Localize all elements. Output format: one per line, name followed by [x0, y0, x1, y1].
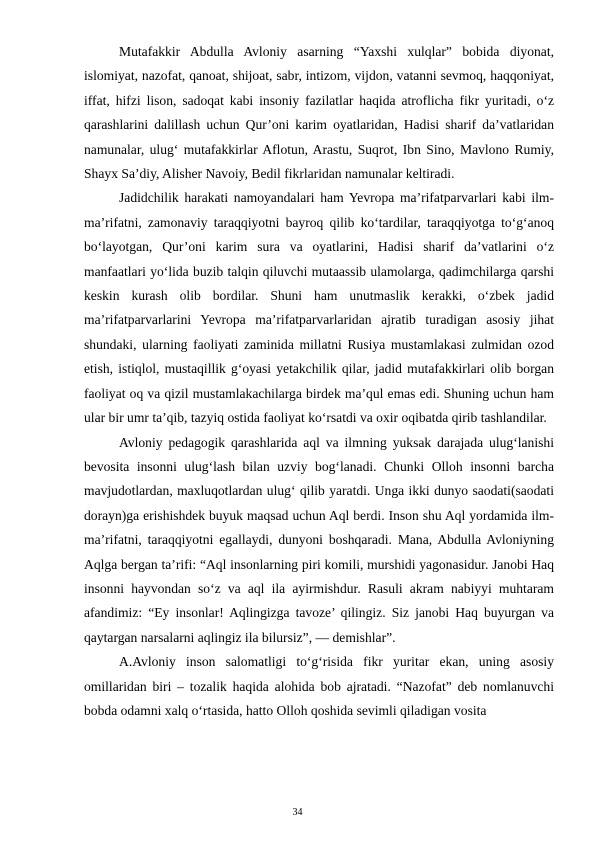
paragraph-3: Avloniy pedagogik qarashlarida aql va ilmning yuksak darajada ulug‘lanishi bevosita insonni ulug‘lash bilan uzviy bog‘lanadi. Chunki Olloh insonni barcha mavjudotlardan, maxluqotlardan ulug‘ qilib yaratdi. Unga ikki dunyo saodati(saodati dorayn)ga erishishdek buyuk maqsad uchun Aql berdi. Inson shu Aql yordamida ilm-ma’rifatni, taraqqiyotni egallaydi, dunyoni boshqaradi. Mana, Abdulla Avloniyning Aqlga bergan ta’rifi: “Aql insonlarning piri komili, murshidi yagonasidur. Janobi Haq insonni hayvondan so‘z va aql ila ayirmishdur. Rasuli akram nabiyyi muhtaram afandimiz: “Ey insonlar! Aqlingizga tavoze’ qilingiz. Siz janobi Haq buyurgan va qaytargan narsalarni aqlingiz ila bilursiz”, — demishlar”. [84, 434, 554, 645]
paragraph-4: A.Avloniy inson salomatligi to‘g‘risida fikr yuritar ekan, uning asosiy omillaridan biri – tozalik haqida alohida bob ajratadi. “Nazofat” deb nomlanuvchi bobda odamni xalq o‘rtasida, hatto Olloh qoshida sevimli qiladigan vosita [84, 654, 554, 718]
paragraph-1: Mutafakkir Abdulla Avloniy asarning “Yaxshi xulqlar” bobida diyonat, islomiyat, nazofat, qanoat, shijoat, sabr, intizom, vijdon, vatanni sevmoq, haqqoniyat, iffat, hifzi lison, sadoqat kabi insoniy fazilatlar haqida atroflicha fikr yuritadi, o‘z qarashlarini dalillash uchun Qur’oni karim oyatlaridan, Hadisi sharif da’vatlaridan namunalar, ulug‘ mutafakkirlar Aflotun, Arastu, Suqrot, Ibn Sino, Mavlono Rumiy, Shayx Sa’diy, Alisher Navoiy, Bedil fikrlaridan namunalar keltiradi. [84, 44, 554, 182]
paragraph-2: Jadidchilik harakati namoyandalari ham Yevropa ma’rifatparvarlari kabi ilm-ma’rifatni, zamonaviy taraqqiyotni bayroq qilib ko‘tardilar, taraqqiyotga to‘g‘anoq bo‘layotgan, Qur’oni karim sura va oyatlarini, Hadisi sharif da’vatlarini o‘z manfaatlari yo‘lida buzib talqin qiluvchi mutaassib ulamolarga, qadimchilarga qarshi keskin kurash olib bordilar. Shuni ham unutmaslik kerakki, o‘zbek jadid ma’rifatparvarlarini Yevropa ma’rifatparvarlaridan ajratib turadigan asosiy jihat shundaki, ularning faoliyati zaminida millatni Rusiya mustamlakasi zulmidan ozod etish, istiqlol, mustaqillik g‘oyasi yetakchilik qilar, jadid mutafakkirlari olib borgan faoliyat oq va qizil mustamlakachilarga birdek ma’qul emas edi. Shuning uchun ham ular bir umr ta’qib, tazyiq ostida faoliyat ko‘rsatdi va oxir oqibatda qirib tashlandilar. [84, 190, 554, 426]
body-text [84, 40, 554, 723]
page-number: 34 [292, 807, 303, 818]
